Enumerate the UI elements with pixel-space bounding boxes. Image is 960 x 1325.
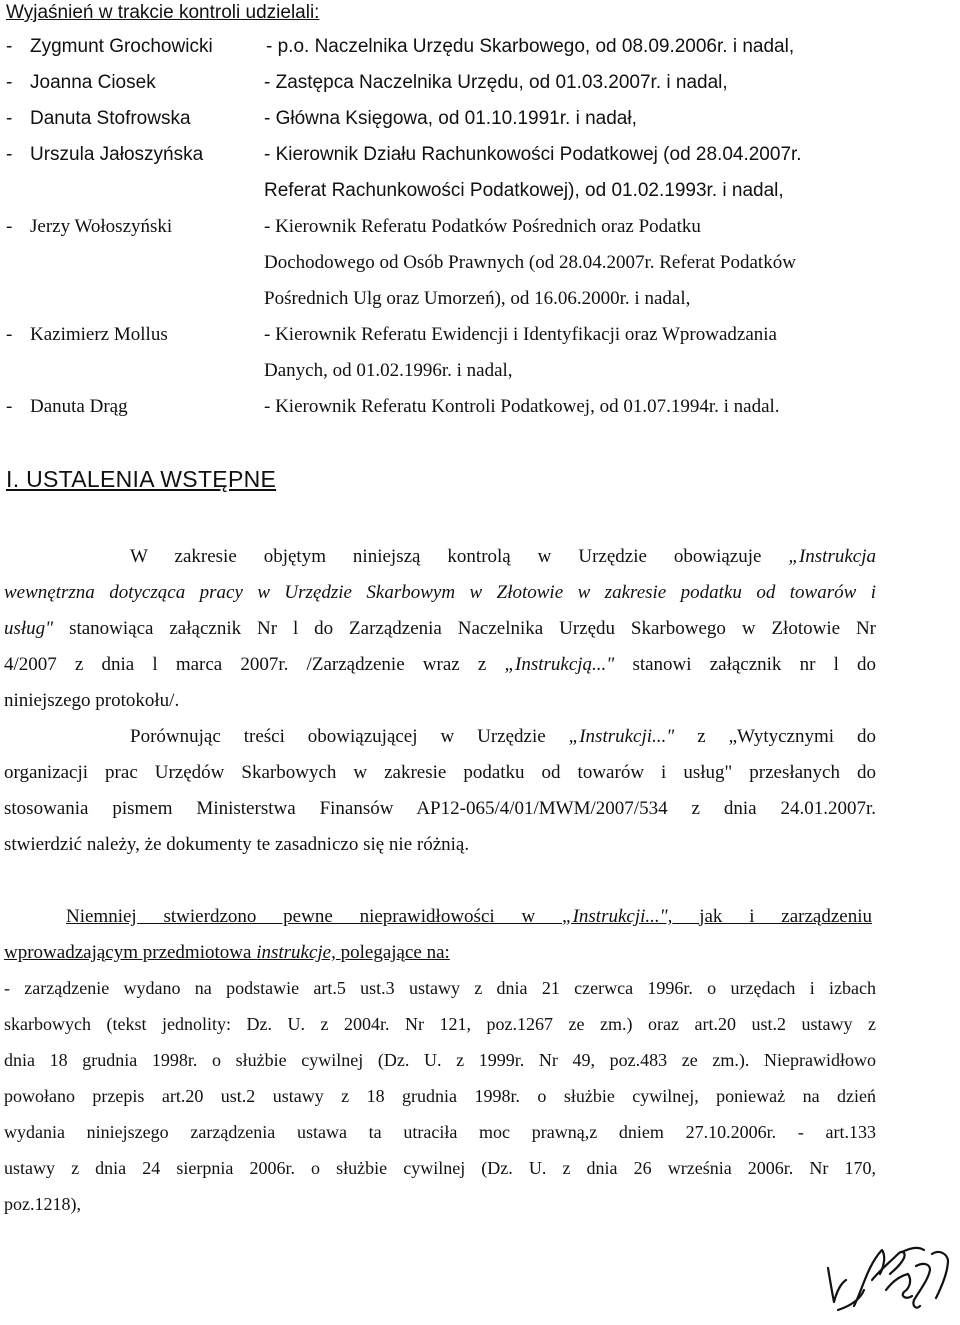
person-name: Zygmunt Grochowicki <box>30 36 213 57</box>
person-function-continuation: Danych, od 01.02.1996r. i nadal, <box>264 360 513 381</box>
person-dash: - <box>6 324 13 345</box>
text-span: stanowiąca załącznik Nr l do Zarządzenia Naczelnika Urzędu Skarbowego w Złotowie Nr <box>69 618 876 639</box>
text-span: polegające na: <box>340 942 450 963</box>
text-span: W zakresie objętym niniejszą kontrolą w Urzędzie obowiązuje <box>130 546 762 567</box>
person-dash: - <box>6 396 13 417</box>
person-function: - Kierownik Działu Rachunkowości Podatkowej (od 28.04.2007r. <box>264 144 802 165</box>
person-name: Kazimierz Mollus <box>30 324 168 345</box>
paragraph-line: stwierdzić należy, że dokumenty te zasadniczo się nie różnią. <box>4 834 470 855</box>
paragraph-line: stosowania pismem Ministerstwa Finansów AP12-065/4/01/MWM/2007/534 z dnia 24.01.2007r. <box>4 798 876 819</box>
paragraph-line: organizacji prac Urzędów Skarbowych w zakresie podatku od towarów i usług" przesłanych do <box>4 762 876 783</box>
paragraph-line <box>130 546 876 568</box>
text-span: jak i zarządzeniu <box>699 906 872 927</box>
person-function: - Kierownik Referatu Podatków Pośrednich oraz Podatku <box>264 216 701 237</box>
person-function-continuation: Referat Rachunkowości Podatkowej), od 01.02.1993r. i nadal, <box>264 180 784 201</box>
person-dash: - <box>6 36 13 57</box>
paragraph-line: - zarządzenie wydano na podstawie art.5 ust.3 ustawy z dnia 21 czerwca 1996r. o urzędach i izbach <box>4 978 876 998</box>
italic-word: instrukcje, <box>256 942 336 963</box>
person-function: - Zastępca Naczelnika Urzędu, od 01.03.2007r. i nadal, <box>264 72 728 93</box>
person-dash: - <box>6 216 13 237</box>
paragraph-line: poz.1218), <box>4 1194 81 1214</box>
person-function: - p.o. Naczelnika Urzędu Skarbowego, od 08.09.2006r. i nadal, <box>266 36 795 57</box>
person-name: Urszula Jałoszyńska <box>30 144 204 165</box>
text-span: Niemniej stwierdzono pewne nieprawidłowości w <box>66 906 536 927</box>
explanations-heading: Wyjaśnień w trakcie kontroli udzielali: <box>6 2 320 23</box>
paragraph-line: wewnętrzna dotycząca pracy w Urzędzie Skarbowym w Złotowie w zakresie podatku od towarów i <box>4 582 876 603</box>
person-function-continuation: Pośrednich Ulg oraz Umorzeń), od 16.06.2000r. i nadal, <box>264 288 691 309</box>
text-span: wprowadzającym przedmiotowa <box>4 942 252 963</box>
paragraph-line: ustawy z dnia 24 sierpnia 2006r. o służbie cywilnej (Dz. U. z dnia 26 września 2006r. Nr 170, <box>4 1158 876 1178</box>
text-span: stanowi załącznik nr l do <box>632 654 876 675</box>
paragraph-line: skarbowych (tekst jednolity: Dz. U. z 2004r. Nr 121, poz.1267 ze zm.) oraz art.20 ust.2 ustawy z <box>4 1014 876 1034</box>
person-function: - Kierownik Referatu Ewidencji i Identyfikacji oraz Wprowadzania <box>264 324 777 345</box>
person-name: Jerzy Wołoszyński <box>30 216 173 237</box>
paragraph-line <box>130 726 876 748</box>
paragraph-line: niniejszego protokołu/. <box>4 690 180 711</box>
text-span: z „Wytycznymi do <box>697 726 876 747</box>
paragraph-line <box>66 906 872 928</box>
person-name: Joanna Ciosek <box>30 72 156 93</box>
person-function: - Główna Księgowa, od 01.10.1991r. i nadał, <box>264 108 637 129</box>
person-function-continuation: Dochodowego od Osób Prawnych (od 28.04.2007r. Referat Podatków <box>264 252 796 273</box>
italic-quote: „Instrukcją..." <box>504 654 615 675</box>
italic-quote: „Instrukcji...", <box>562 906 673 927</box>
paragraph-line <box>4 654 876 676</box>
paragraph-line: powołano przepis art.20 ust.2 ustawy z 18 grudnia 1998r. o służbie cywilnej, ponieważ na dzień <box>4 1086 876 1106</box>
person-dash: - <box>6 72 13 93</box>
italic-quote: „Instrukcja <box>788 546 876 567</box>
paragraph-line: dnia 18 grudnia 1998r. o służbie cywilnej (Dz. U. z 1999r. Nr 49, poz.483 ze zm.). Nieprawidłowo <box>4 1050 876 1070</box>
person-name: Danuta Drąg <box>30 396 128 417</box>
text-span: Porównując treści obowiązującej w Urzędzie <box>130 726 546 747</box>
handwritten-signature <box>820 1240 955 1320</box>
person-dash: - <box>6 108 13 129</box>
text-span: 4/2007 z dnia l marca 2007r. /Zarządzenie wraz z <box>4 654 487 675</box>
person-dash: - <box>6 144 13 165</box>
paragraph-line <box>4 942 876 964</box>
section-title: I. USTALENIA WSTĘPNE <box>6 466 277 492</box>
paragraph-line <box>4 618 876 640</box>
italic-quote: usług" <box>4 618 54 639</box>
paragraph-line: wydania niniejszego zarządzenia ustawa ta utraciła moc prawną,z dniem 27.10.2006r. - art.133 <box>4 1122 876 1142</box>
person-function: - Kierownik Referatu Kontroli Podatkowej, od 01.07.1994r. i nadal. <box>264 396 780 417</box>
person-name: Danuta Stofrowska <box>30 108 191 129</box>
italic-quote: „Instrukcji..." <box>568 726 675 747</box>
